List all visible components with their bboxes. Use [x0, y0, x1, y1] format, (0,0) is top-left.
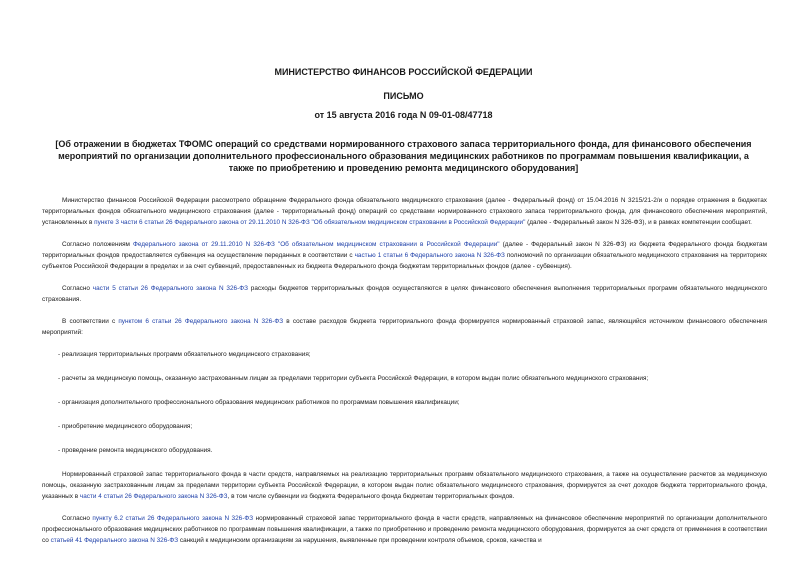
- text: Нормированный страховой запас территориального фонда в части средств, направляемых на реализацию территориальных программ обязательного медицинского страхования, а также на осуществление расчетов за медицинскую помощь, оказанную застрахованным лицам за пределами территории субъекта Российской Федерации, в котором выдан полис обязательного медицинского страхования, формируется за счет доходов бюджета территориального фонда, указанных в: [42, 471, 767, 500]
- text: полномочий по организации обязательного медицинского страхования на территориях субъектов Российской Федерации в пределах и за счет субвенций, предоставленных из бюджета Федерального фонда бюджетам территориальных фондов (далее - субвенция).: [42, 252, 768, 270]
- text: Согласно положениям: [62, 241, 133, 248]
- text: нормированный страховой запас территориального фонда в части средств, направляемых на финансовое обеспечение мероприятий по организации дополнительного профессионального образования медицинских работников по программам повышения квалификации, а также по приобретению и проведению ремонта медицинского оборудования, формируется за счет средств от применения в соответствии со: [42, 515, 767, 544]
- text: Согласно: [62, 285, 93, 292]
- text: , в том числе субвенции из бюджета Федерального фонда бюджетам территориальных фондов.: [227, 493, 515, 500]
- law-link[interactable]: части 4 статьи 26 Федерального закона N 326-ФЗ: [79, 493, 228, 500]
- list-item: - расчеты за медицинскую помощь, оказанную застрахованным лицам за пределами территории субъекта Российской Федерации, в котором выдан полис обязательного медицинского страхования;: [58, 375, 649, 382]
- law-link[interactable]: частью 1 статьи 6 Федерального закона N 326-ФЗ: [354, 252, 505, 259]
- text: (далее - Федеральный закон N 326-ФЗ) из бюджета Федерального фонда бюджетам территориальных фондов предоставляется субвенция на осуществление переданных в соответствии с: [42, 241, 767, 259]
- paragraph-2: [42, 239, 767, 272]
- text: в составе расходов бюджета территориального фонда формируется нормированный страховой запас, являющийся источником финансового обеспечения мероприятий:: [42, 318, 768, 336]
- law-link[interactable]: пункте 3 части 6 статьи 26 Федерального закона от 29.11.2010 N 326-ФЗ "Об обязательном медицинском страховании в Российской Федерации": [94, 219, 526, 226]
- law-link[interactable]: пункту 6.2 статьи 26 Федерального закона N 326-ФЗ: [92, 515, 254, 522]
- doc-date-heading: от 15 августа 2016 года N 09-01-08/47718: [314, 110, 493, 120]
- doc-type-heading: ПИСЬМО: [383, 91, 424, 101]
- law-link[interactable]: пунктом 6 статьи 26 Федерального закона N 326-ФЗ: [118, 318, 284, 325]
- paragraph-1: [42, 195, 767, 228]
- paragraph-5: [42, 469, 767, 502]
- list-item: - реализация территориальных программ обязательного медицинского страхования;: [58, 351, 311, 358]
- list-item: - организация дополнительного профессионального образования медицинских работников по программам повышения квалификации;: [58, 399, 460, 406]
- document-body: [42, 195, 767, 557]
- text: Согласно: [62, 515, 93, 522]
- paragraph-4: [42, 316, 767, 338]
- law-link[interactable]: Федерального закона от 29.11.2010 N 326-ФЗ "Об обязательном медицинском страховании в Российской Федерации": [133, 241, 500, 248]
- document-title: [Об отражении в бюджетах ТФОМС операций со средствами нормированного страхового запаса территориального фонда, для финансового обеспечения мероприятий по организации дополнительного профессионального образования медицинских работников по программам повышения квалификации, а также по приобретению и проведению ремонта медицинского оборудования]: [55, 139, 752, 173]
- text: расходы бюджетов территориальных фондов осуществляются в целях финансового обеспечения выполнения территориальных программ обязательного медицинского страхования.: [42, 285, 767, 303]
- list-item: - проведение ремонта медицинского оборудования.: [58, 447, 213, 454]
- law-link[interactable]: статьей 41 Федерального закона N 326-ФЗ: [50, 537, 179, 544]
- law-link[interactable]: части 5 статьи 26 Федерального закона N 326-ФЗ: [92, 285, 248, 292]
- list-item: - приобретение медицинского оборудования;: [58, 423, 193, 430]
- paragraph-6: [42, 513, 767, 546]
- ministry-heading: МИНИСТЕРСТВО ФИНАНСОВ РОССИЙСКОЙ ФЕДЕРАЦИИ: [274, 67, 533, 77]
- text: санкций к медицинским организациям за нарушения, выявленные при проведении контроля объемов, сроков, качества и: [178, 537, 542, 544]
- text: В соответствии с: [62, 318, 119, 325]
- text: (далее - Федеральный закон N 326-ФЗ), и в рамках компетенции сообщает.: [525, 219, 752, 226]
- text: Министерство финансов Российской Федерации рассмотрело обращение Федерального фонда обязательного медицинского страхования (далее - Федеральный фонд) от 15.04.2016 N 3215/21-2/и о порядке отражения в бюджетах территориальных фондов обязательного медицинского страхования (далее - территориальный фонд) операций со средствами нормированного страхового запаса территориального фонда, для финансового обеспечения мероприятий, установленных в: [42, 197, 767, 226]
- paragraph-3: [42, 283, 767, 305]
